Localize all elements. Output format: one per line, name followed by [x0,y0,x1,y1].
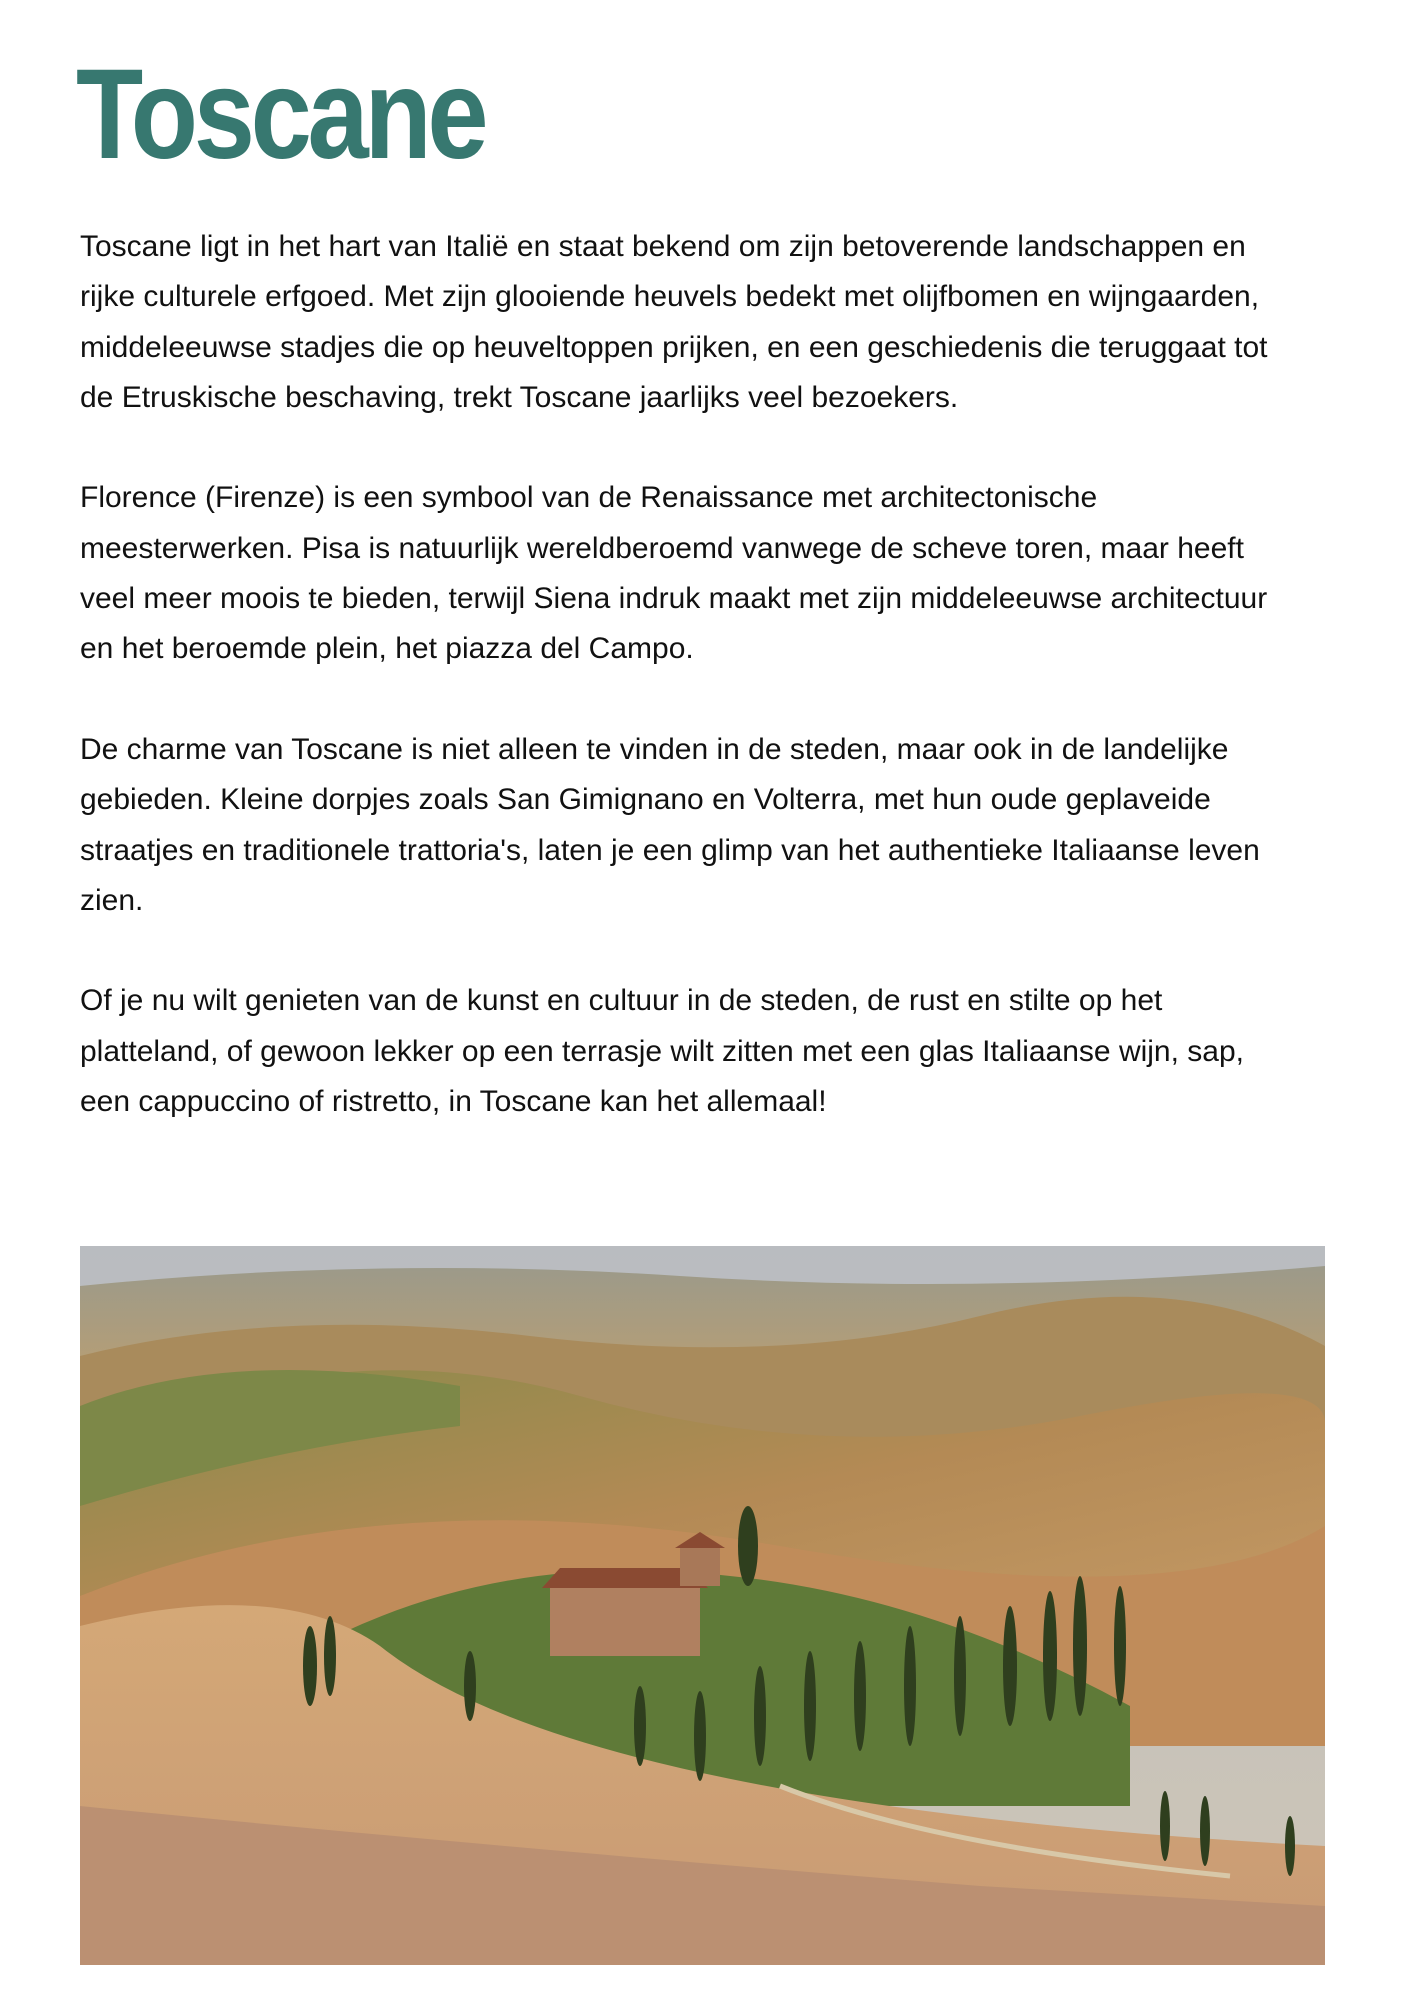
text-line: veel meer moois te bieden, terwijl Siena indruk maakt met zijn middeleeuwse architectuur [80,582,1268,616]
text-line: middeleeuwse stadjes die op heuveltoppen prijken, en een geschiedenis die teruggaat tot [80,330,1268,364]
text-line: meesterwerken. Pisa is natuurlijk wereldberoemd vanwege de scheve toren, maar heeft [80,531,1244,565]
text-line: rijke culturele erfgoed. Met zijn glooiende heuvels bedekt met olijfbomen en wijngaarden, [80,280,1260,314]
text-line: de Etruskische beschaving, trekt Toscane jaarlijks veel bezoekers. [80,380,959,414]
text-line: Toscane ligt in het hart van Italië en staat bekend om zijn betoverende landschappen en [80,230,1246,263]
tuscany-landscape-photo [80,1246,1325,1965]
text-line: en het beroemde plein, het piazza del Campo. [80,632,694,666]
text-line: een cappuccino of ristretto, in Toscane kan het allemaal! [80,1085,827,1119]
text-line: straatjes en traditionele trattoria's, laten je een glimp van het authentieke Italiaanse leven [80,833,1260,867]
paragraph-closing [80,976,1360,1127]
text-line: gebieden. Kleine dorpjes zoals San Gimignano en Volterra, met hun oude geplaveide [80,783,1211,817]
text-line: zien. [80,883,144,917]
text-line: Of je nu wilt genieten van de kunst en cultuur in de steden, de rust en stilte op het [80,984,1163,1018]
paragraph-cities [80,473,1360,674]
paragraph-intro [80,222,1360,423]
text-line: platteland, of gewoon lekker op een terrasje wilt zitten met een glas Italiaanse wijn, sap, [80,1034,1244,1068]
paragraph-countryside [80,725,1360,926]
page-title: Toscane [76,43,485,186]
landscape-illustration [80,1246,1325,1965]
text-line: Florence (Firenze) is een symbool van de Renaissance met architectonische [80,481,1098,515]
text-line: De charme van Toscane is niet alleen te vinden in de steden, maar ook in de landelijke [80,732,1229,766]
article-body [80,222,1360,1178]
